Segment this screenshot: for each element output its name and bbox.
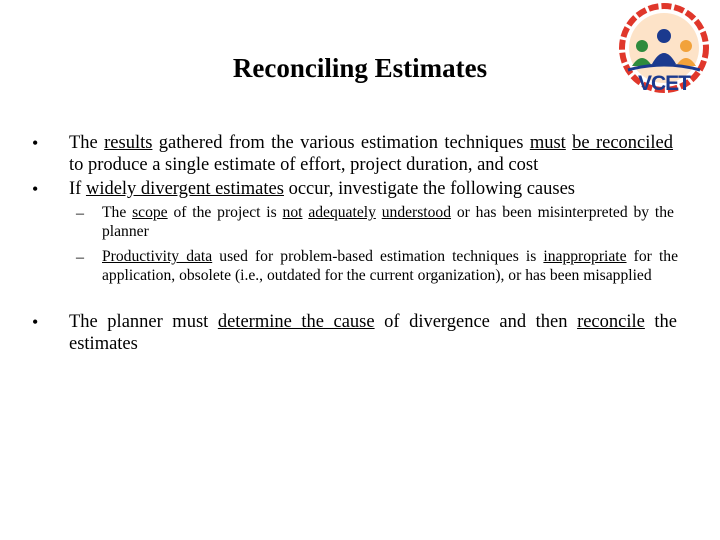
underlined-text: understood [381,204,452,221]
text-run: of divergence and then [374,312,578,332]
text-run: The [69,133,105,153]
bullet-2-text [69,178,673,200]
sub-bullet-1-text [102,204,674,241]
bullet-marker: • [32,179,39,199]
bullet-marker: • [32,312,39,332]
text-run: the estimates [69,312,677,354]
text-run: used for problem-based estimation techniques is [212,248,544,265]
bullet-1-text [69,132,673,176]
underlined-text: widely divergent estimates [85,179,284,199]
text-run: The [102,204,133,221]
text-run: The planner must [69,312,218,332]
text-run: of the project is [167,204,283,221]
text-run: or has been misinterpreted by the planner [102,204,674,240]
logo-text: VCET [637,72,690,95]
text-run: gathered from the various estimation techniques [152,133,530,153]
underlined-text: be reconciled [572,133,674,153]
underlined-text: must [529,133,566,153]
underlined-text: not [282,204,303,221]
sub-bullet-marker: – [76,249,84,266]
text-run: occur, investigate the following causes [283,179,575,199]
sub-bullet-marker: – [76,205,84,222]
underlined-text: scope [132,204,168,221]
sub-bullet-2-text [102,248,678,285]
text-run: If [69,179,86,199]
underlined-text: Productivity data [102,248,213,265]
slide-title: Reconciling Estimates [232,53,488,83]
text-run: to produce a single estimate of effort, project duration, and cost [69,155,539,175]
bullet-3-text [69,311,677,355]
text-run: for the application, obsolete (i.e., outdated for the current organization), or has been misapplied [102,248,678,284]
underlined-text: determine the cause [217,312,375,332]
bullet-marker: • [32,133,39,153]
underlined-text: adequately [308,204,376,221]
underlined-text: reconcile [577,312,645,332]
underlined-text: inappropriate [543,248,627,265]
underlined-text: results [104,133,153,153]
